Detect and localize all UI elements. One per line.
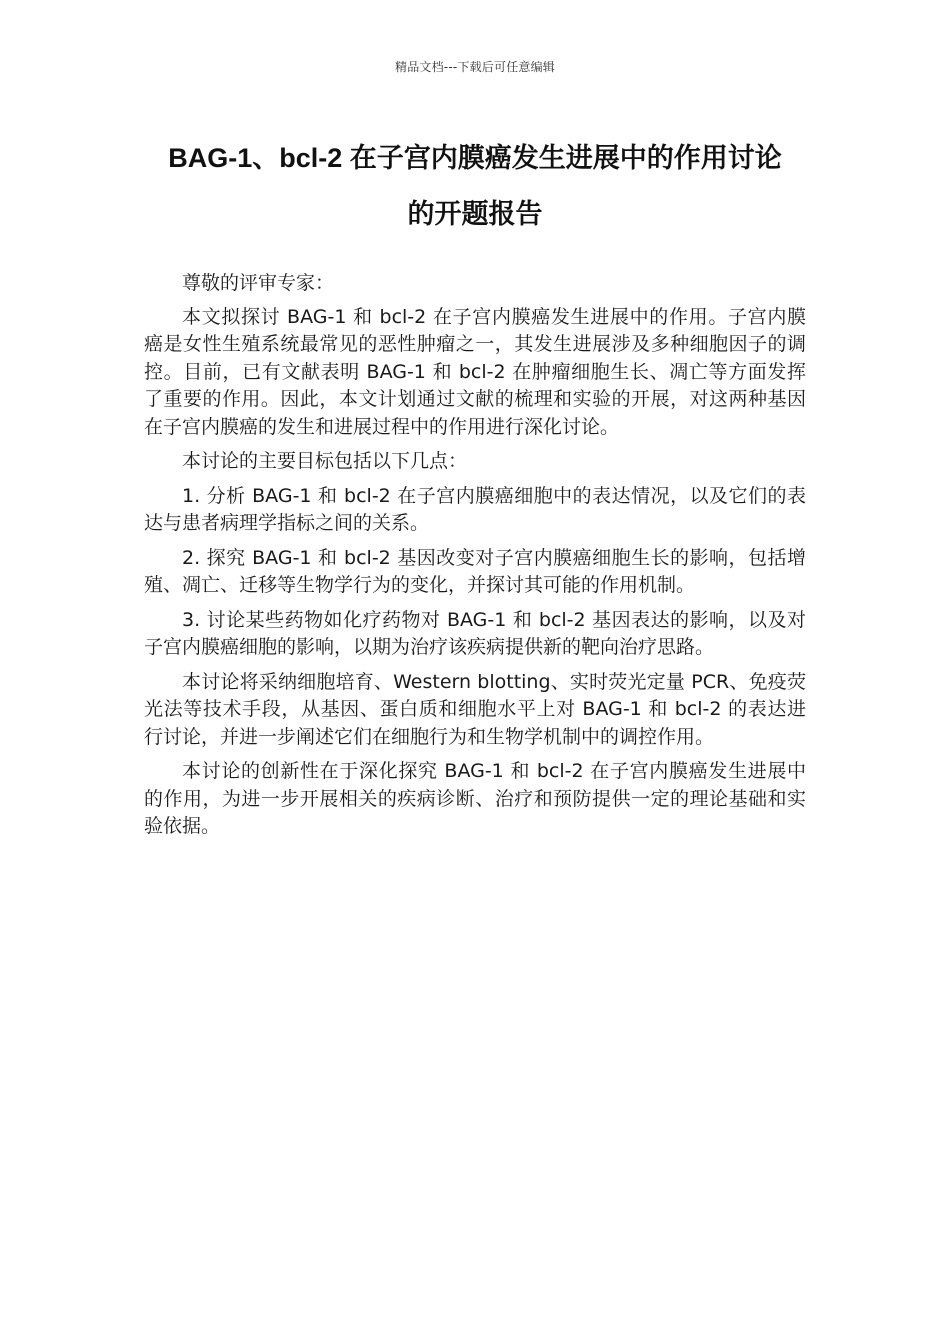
document-body — [144, 270, 806, 848]
paragraph-introduction: 本文拟探讨 BAG-1 和 bcl-2 在子宫内膜癌发生进展中的作用。子宫内膜癌是女性生殖系统最常见的恶性肿瘤之一，其发生进展涉及多种细胞因子的调控。目前，已有文献表明 BAG-1 和 bcl-2 在肿瘤细胞生长、凋亡等方面发挥了重要的作用。因此，本文计划通过文献的梳理和实验的开展，对这两种基因在子宫内膜癌的发生和进展过程中的作用进行深化讨论。 — [144, 305, 806, 438]
paragraph-goals-intro: 本讨论的主要目标包括以下几点： — [182, 450, 468, 472]
greeting: 尊敬的评审专家： — [182, 272, 335, 294]
header-note: 精品文档---下载后可任意编辑 — [395, 60, 555, 74]
title-line-2: 的开题报告 — [407, 199, 543, 229]
paragraph-goal-1: 1. 分析 BAG-1 和 bcl-2 在子宫内膜癌细胞中的表达情况，以及它们的表达与患者病理学指标之间的关系。 — [144, 484, 806, 534]
document-title — [130, 130, 820, 242]
title-line-1: BAG-1、bcl-2 在子宫内膜癌发生进展中的作用讨论 — [168, 143, 782, 173]
paragraph-methods: 本讨论将采纳细胞培育、Western blotting、实时荧光定量 PCR、免疫荧光法等技术手段，从基因、蛋白质和细胞水平上对 BAG-1 和 bcl-2 的表达进行讨论，并进一步阐述它们在细胞行为和生物学机制中的调控作用。 — [144, 670, 806, 748]
paragraph-goal-2: 2. 探究 BAG-1 和 bcl-2 基因改变对子宫内膜癌细胞生长的影响，包括增殖、凋亡、迁移等生物学行为的变化，并探讨其可能的作用机制。 — [144, 546, 806, 596]
paragraph-goal-3: 3. 讨论某些药物如化疗药物对 BAG-1 和 bcl-2 基因表达的影响，以及对子宫内膜癌细胞的影响，以期为治疗该疾病提供新的靶向治疗思路。 — [144, 608, 806, 658]
paragraph-innovation: 本讨论的创新性在于深化探究 BAG-1 和 bcl-2 在子宫内膜癌发生进展中的作用，为进一步开展相关的疾病诊断、治疗和预防提供一定的理论基础和实验依据。 — [144, 760, 806, 837]
